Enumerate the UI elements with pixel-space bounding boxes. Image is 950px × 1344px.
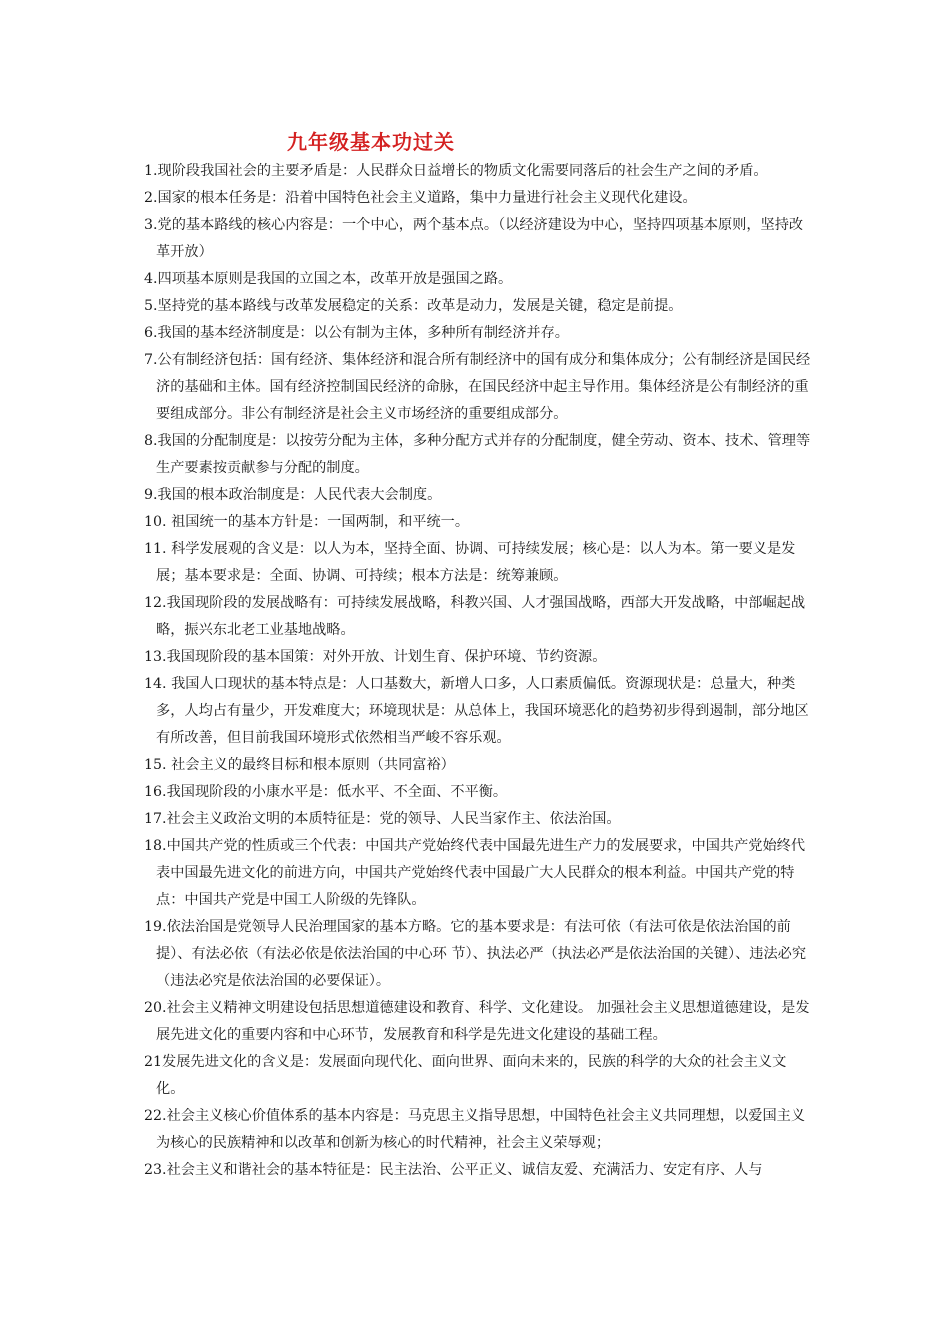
document-title: 九年级基本功过关 xyxy=(287,130,455,154)
list-item: 8.我国的分配制度是：以按劳分配为主体，多种分配方式并存的分配制度，健全劳动、资本、技术、管理等生产要素按贡献参与分配的制度。 xyxy=(144,433,811,476)
list-item: 4.四项基本原则是我国的立国之本，改革开放是强国之路。 xyxy=(144,271,513,287)
list-item: 17.社会主义政治文明的本质特征是：党的领导、人民当家作主、依法治国。 xyxy=(144,811,621,827)
list-item: 5.坚持党的基本路线与改革发展稳定的关系：改革是动力，发展是关键，稳定是前提。 xyxy=(144,298,683,314)
list-item: 6.我国的基本经济制度是：以公有制为主体，多种所有制经济并存。 xyxy=(144,325,569,341)
list-item: 7.公有制经济包括：国有经济、集体经济和混合所有制经济中的国有成分和集体成分；公有制经济是国民经济的基础和主体。国有经济控制国民经济的命脉，在国民经济中起主导作用。集体经济是公有制经济的重要组成部分。非公有制经济是社会主义市场经济的重要组成部分。 xyxy=(144,352,811,422)
list-item: 18.中国共产党的性质或三个代表：中国共产党始终代表中国最先进生产力的发展要求，中国共产党始终代表中国最先进文化的前进方向，中国共产党始终代表中国最广大人民群众的根本利益。中国共产党的特点：中国共产党是中国工人阶级的先锋队。 xyxy=(144,838,806,908)
list-item: 10. 祖国统一的基本方针是：一国两制，和平统一。 xyxy=(144,514,470,530)
list-item: 3.党的基本路线的核心内容是：一个中心，两个基本点。（以经济建设为中心，坚持四项基本原则，坚持改革开放） xyxy=(144,217,804,260)
list-item: 23.社会主义和谐社会的基本特征是：民主法治、公平正义、诚信友爱、充满活力、安定有序、人与 xyxy=(144,1162,763,1178)
list-item: 22.社会主义核心价值体系的基本内容是：马克思主义指导思想，中国特色社会主义共同理想，以爱国主义为核心的民族精神和以改革和创新为核心的时代精神，社会主义荣辱观； xyxy=(144,1108,806,1151)
list-item: 14. 我国人口现状的基本特点是：人口基数大，新增人口多，人口素质偏低。资源现状是：总量大，种类多，人均占有量少，开发难度大；环境现状是：从总体上，我国环境恶化的趋势初步得到遏制，部分地区有所改善，但目前我国环境形式依然相当严峻不容乐观。 xyxy=(144,676,809,746)
list-item: 16.我国现阶段的小康水平是：低水平、不全面、不平衡。 xyxy=(144,784,508,800)
list-item: 11. 科学发展观的含义是：以人为本，坚持全面、协调、可持续发展；核心是：以人为本。第一要义是发展；基本要求是：全面、协调、可持续；根本方法是：统筹兼顾。 xyxy=(144,541,796,584)
list-item: 15. 社会主义的最终目标和根本原则（共同富裕） xyxy=(144,757,455,773)
list-item: 1.现阶段我国社会的主要矛盾是：人民群众日益增长的物质文化需要同落后的社会生产之间的矛盾。 xyxy=(144,163,768,179)
list-item: 2.国家的根本任务是：沿着中国特色社会主义道路，集中力量进行社会主义现代化建设。 xyxy=(144,190,697,206)
list-item: 19.依法治国是党领导人民治理国家的基本方略。它的基本要求是：有法可依（有法可依是依法治国的前提）、有法必依（有法必依是依法治国的中心环 节）、执法必严（执法必严是依法治国的关键）、违法必究（违法必究是依法治国的必要保证）。 xyxy=(144,919,807,989)
list-item: 20.社会主义精神文明建设包括思想道德建设和教育、科学、文化建设。 加强社会主义思想道德建设，是发展先进文化的重要内容和中心环节，发展教育和科学是先进文化建设的基础工程。 xyxy=(144,1000,810,1043)
document-body xyxy=(144,158,814,1184)
list-item: 13.我国现阶段的基本国策：对外开放、计划生育、保护环境、节约资源。 xyxy=(144,649,607,665)
list-item: 21发展先进文化的含义是：发展面向现代化、面向世界、面向未来的，民族的科学的大众的社会主义文化。 xyxy=(144,1054,787,1097)
list-item: 12.我国现阶段的发展战略有：可持续发展战略，科教兴国、人才强国战略，西部大开发战略，中部崛起战略，振兴东北老工业基地战略。 xyxy=(144,595,806,638)
list-item: 9.我国的根本政治制度是：人民代表大会制度。 xyxy=(144,487,442,503)
